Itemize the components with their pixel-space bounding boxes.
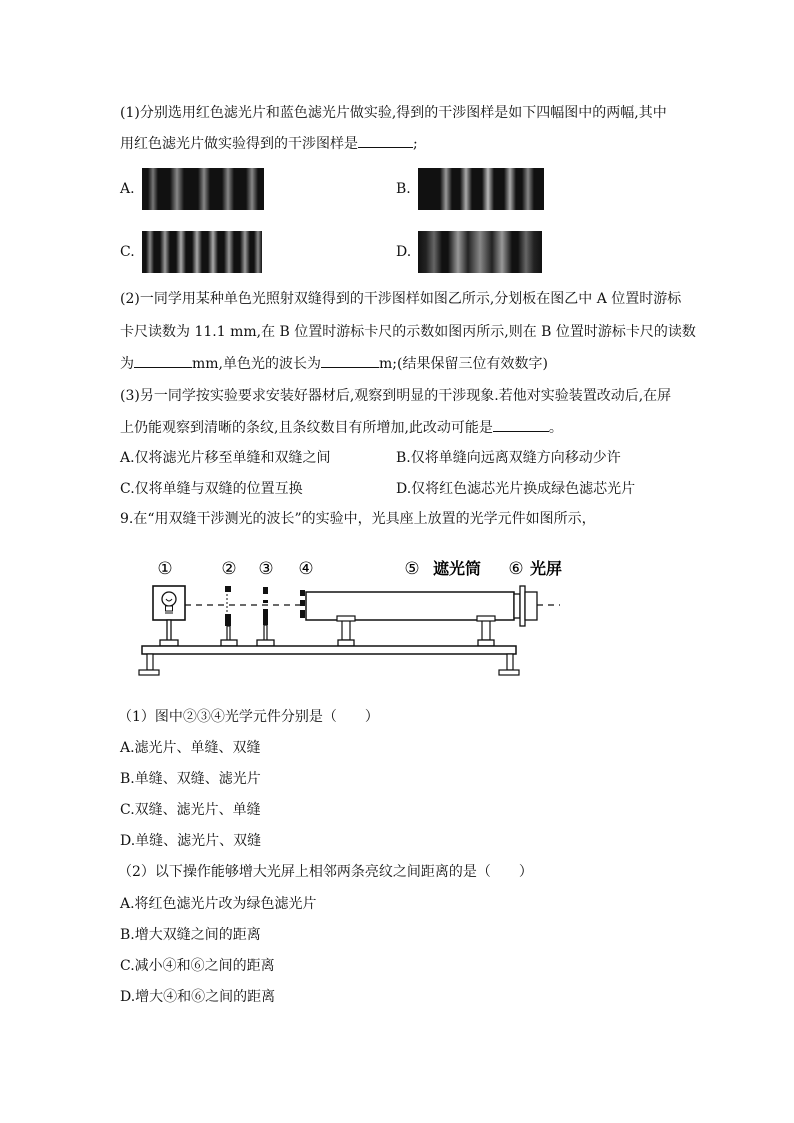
screen [514, 586, 537, 626]
q2-line2: 卡尺读数为 11.1 mm,在 B 位置时游标卡尺的示数如图丙所示,则在 B 位置时游标卡尺的读数 [120, 324, 696, 340]
fringe-pattern-d [418, 231, 542, 273]
q2-line3-a: 为 [120, 356, 134, 372]
label-n4: ④ [298, 559, 314, 579]
q9-sub1-option-d: D.单缝、滤光片、双缝 [120, 833, 262, 849]
q9-sub2-option-c: C.减小④和⑥之间的距离 [120, 958, 275, 974]
q1-option-b-label: B. [396, 181, 411, 197]
label-n3: ③ [258, 559, 274, 579]
q3-line1: (3)另一同学按实验要求安装好器材后,观察到明显的干涉现象.若他对实验装置改动后,在屏 [120, 388, 672, 404]
q1-option-a-label: A. [120, 181, 135, 197]
fringe-pattern-c [142, 231, 262, 273]
q3-option-c: C.仅将单缝与双缝的位置互换 [120, 481, 303, 497]
q9-sub1-option-b: B.单缝、双缝、滤光片 [120, 771, 261, 787]
q2-line1: (2)一同学用某种单色光照射双缝得到的干涉图样如图乙所示,分划板在图乙中 A 位置时游标 [120, 291, 682, 307]
q3-answer-blank [493, 419, 549, 432]
q1-line1: (1)分别选用红色滤光片和蓝色滤光片做实验,得到的干涉图样是如下四幅图中的两幅,其中 [120, 105, 667, 121]
optical-bench-rail [139, 646, 519, 675]
q3-option-a: A.仅将滤光片移至单缝和双缝之间 [120, 450, 331, 466]
label-n2: ② [221, 559, 237, 579]
fringe-pattern-a [142, 168, 264, 210]
q2-line3 [120, 355, 548, 373]
element-4 [300, 590, 305, 618]
q9-sub2-option-b: B.增大双缝之间的距离 [120, 927, 261, 943]
q1-line2 [120, 135, 418, 153]
q9-sub2-option-a: A.将红色滤光片改为绿色滤光片 [120, 896, 317, 912]
q1-option-c-label: C. [120, 244, 135, 260]
label-n5: ⑤ [404, 559, 420, 579]
light-source [153, 586, 185, 646]
q1-line2-end: ; [413, 136, 418, 152]
q1-line2-text: 用红色滤光片做实验得到的干涉图样是 [120, 136, 358, 152]
label-light-shield-tube: 遮光筒 [433, 559, 482, 578]
q9-sub2-stem: （2）以下操作能够增大光屏上相邻两条亮纹之间距离的是（ ） [118, 864, 533, 880]
q3-option-b: B.仅将单缝向远离双缝方向移动少许 [396, 450, 621, 466]
label-n1: ① [157, 559, 173, 579]
q2-wavelength-blank [321, 355, 379, 368]
light-shield-tube [306, 592, 514, 646]
q9-stem: 9.在“用双缝干涉测光的波长”的实验中，光具座上放置的光学元件如图所示， [120, 511, 596, 527]
fringe-pattern-b [418, 168, 544, 210]
q9-sub1-option-a: A.滤光片、单缝、双缝 [120, 740, 261, 756]
q9-sub1-stem: （1）图中②③④光学元件分别是（ ） [118, 709, 379, 725]
q3-line2 [120, 419, 563, 437]
q2-line3-c: m;(结果保留三位有效数字) [379, 356, 548, 372]
q3-line2-text: 上仍能观察到清晰的条纹,且条纹数目有所增加,此改动可能是 [120, 420, 493, 436]
q2-reading-blank [134, 355, 192, 368]
q9-sub1-option-c: C.双缝、滤光片、单缝 [120, 802, 261, 818]
q1-option-d-label: D. [396, 244, 412, 260]
element-3 [257, 587, 274, 646]
q9-sub2-option-d: D.增大④和⑥之间的距离 [120, 989, 276, 1005]
element-2 [221, 586, 237, 646]
label-screen: 光屏 [530, 559, 563, 578]
optical-bench-figure [120, 548, 580, 688]
q3-line2-end: 。 [548, 420, 563, 436]
q1-answer-blank [358, 135, 413, 148]
label-n6: ⑥ [508, 559, 524, 579]
q3-option-d: D.仅将红色滤芯光片换成绿色滤芯光片 [396, 481, 636, 497]
q2-line3-b: mm,单色光的波长为 [192, 356, 322, 372]
